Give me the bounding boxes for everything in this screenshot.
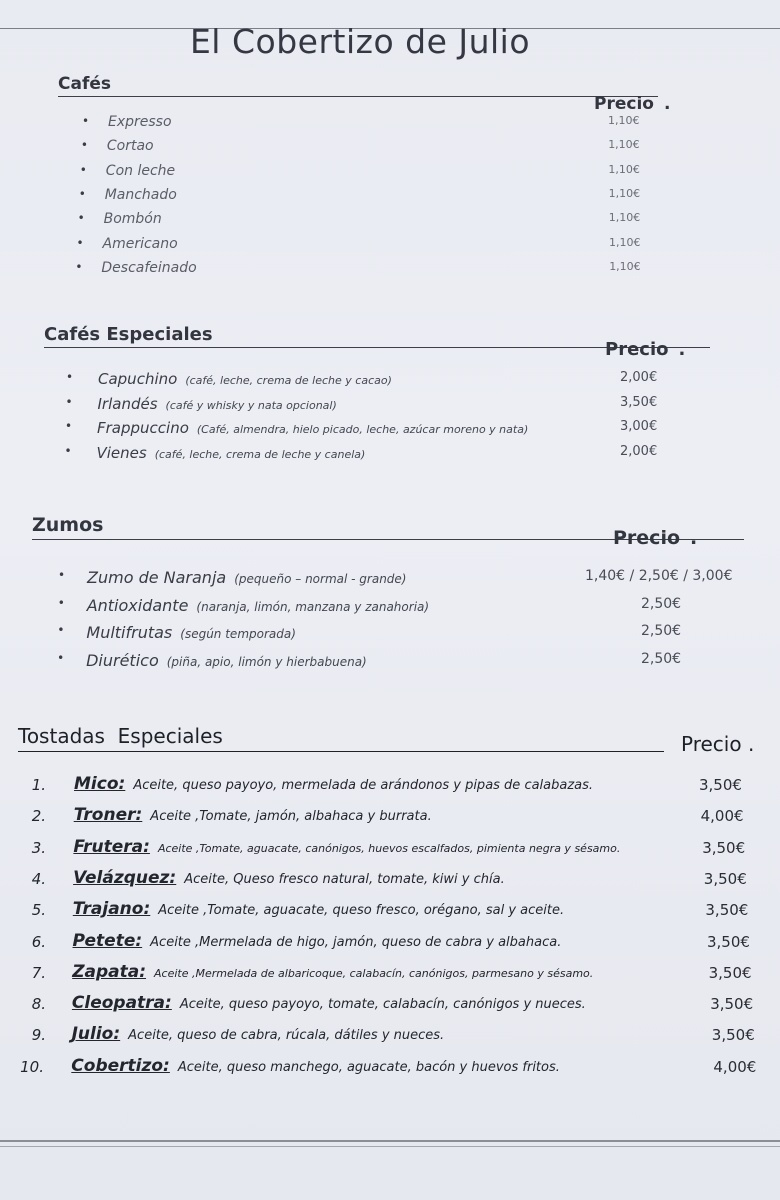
item-description: (pequeño – normal - grande) — [234, 572, 407, 586]
bottom-border-inner — [0, 1146, 780, 1147]
section-cafes-especiales — [44, 324, 724, 494]
list-item — [32, 596, 752, 620]
item-name-text: Cleopatra: — [71, 993, 172, 1014]
item-description: Aceite, queso payoyo, mermelada de arándonos y pipas de calabazas. — [133, 778, 594, 793]
item-name-text: Mico: — [74, 774, 126, 794]
item-name — [73, 837, 620, 857]
item-number: 1. — [31, 776, 46, 794]
list-item — [18, 930, 774, 961]
list-item — [58, 138, 708, 162]
item-price: 1,10€ — [609, 235, 641, 249]
item-name-text: Trajano: — [72, 899, 151, 920]
item-description: Aceite ,Tomate, jamón, albahaca y burrata. — [150, 809, 432, 825]
bullet-icon: • — [65, 419, 73, 433]
bullet-icon: • — [82, 114, 90, 128]
item-price: 3,50€ — [705, 901, 749, 920]
section-title: Tostadas Especiales — [18, 724, 223, 748]
item-price: 2,00€ — [620, 370, 658, 385]
list-item — [58, 211, 708, 235]
item-name — [72, 993, 586, 1013]
price-header: Precio . — [613, 527, 698, 549]
list-item — [58, 163, 708, 187]
price-header: Precio . — [605, 339, 686, 360]
list-item — [44, 419, 724, 443]
item-description: Aceite ,Mermelada de albaricoque, calabacín, canónigos, parmesano y sésamo. — [154, 966, 594, 980]
item-number: 9. — [31, 1026, 46, 1045]
list-item — [58, 187, 708, 211]
item-price: 3,50€ — [711, 1026, 755, 1045]
item-price: 3,50€ — [707, 932, 750, 951]
list-item — [32, 623, 752, 647]
list-item — [58, 114, 708, 138]
bullet-icon: • — [78, 186, 86, 201]
bullet-icon: • — [57, 623, 65, 637]
item-price: 2,50€ — [641, 650, 682, 667]
item-name-text: Julio: — [71, 1024, 121, 1045]
bullet-icon: • — [66, 370, 74, 384]
item-price: 3,50€ — [710, 995, 754, 1014]
item-name: Diurético (piña, apio, limón y hierbabuena) — [86, 650, 367, 670]
item-price: 2,00€ — [620, 443, 658, 459]
item-price: 2,50€ — [641, 623, 682, 639]
item-name: Multifrutas (según temporada) — [86, 623, 296, 642]
list-item — [44, 370, 724, 394]
item-description: Aceite, queso de cabra, rúcala, dátiles y nueces. — [128, 1028, 445, 1044]
item-number: 7. — [31, 963, 46, 982]
item-price: 4,00€ — [713, 1057, 757, 1076]
item-name-text: Zapata: — [72, 961, 147, 982]
section-header — [58, 74, 708, 114]
section-title: Cafés — [58, 74, 111, 94]
item-price: 3,50€ — [702, 838, 746, 857]
item-name — [73, 899, 564, 919]
item-name-text: Cobertizo: — [71, 1055, 170, 1076]
bullet-icon: • — [57, 650, 65, 665]
item-name: Americano — [102, 235, 178, 252]
list-item — [18, 836, 774, 867]
menu-title: El Cobertizo de Julio — [189, 22, 531, 61]
item-description: (café, leche, crema de leche y canela) — [154, 447, 366, 461]
item-name — [73, 931, 562, 951]
item-price: 3,00€ — [620, 419, 658, 434]
section-zumos — [32, 514, 752, 694]
item-description: Aceite ,Tomate, aguacate, queso fresco, orégano, sal y aceite. — [158, 903, 565, 919]
list-item — [58, 236, 708, 260]
item-name — [73, 868, 505, 888]
item-number: 6. — [31, 932, 46, 951]
item-name: Con leche — [105, 162, 176, 179]
section-header — [44, 324, 724, 360]
item-price: 4,00€ — [700, 807, 744, 826]
item-name: Zumo de Naranja (pequeño – normal - grande) — [87, 568, 407, 587]
list-item — [58, 260, 708, 284]
item-price: 1,10€ — [608, 162, 640, 176]
item-price: 3,50€ — [708, 963, 752, 982]
section-rule — [58, 96, 658, 97]
item-name: Cortao — [106, 138, 154, 155]
bullet-icon: • — [65, 394, 73, 409]
item-price: 1,10€ — [609, 259, 641, 273]
bullet-icon: • — [57, 595, 65, 610]
item-description: Aceite, queso payoyo, tomate, calabacín, canónigos y nueces. — [179, 997, 586, 1013]
item-number: 3. — [31, 838, 46, 857]
item-price: 1,10€ — [608, 211, 641, 225]
list-item — [18, 961, 774, 992]
bottom-border — [0, 1140, 780, 1142]
list-item — [18, 901, 774, 929]
list-item — [18, 867, 774, 898]
item-description: (naranja, limón, manzana y zanahoria) — [196, 599, 430, 614]
item-name: Manchado — [104, 186, 177, 203]
item-price: 1,40€ / 2,50€ / 3,00€ — [585, 568, 733, 584]
item-name-text: Petete: — [72, 930, 143, 951]
bullet-icon: • — [76, 235, 84, 250]
item-name — [71, 1056, 560, 1076]
section-rule — [18, 751, 664, 752]
item-name: Frappuccino (Café, almendra, hielo picado, leche, azúcar moreno y nata) — [97, 419, 529, 437]
item-name: Descafeinado — [101, 259, 197, 276]
item-number: 2. — [31, 807, 46, 826]
item-name: Irlandés (café y whisky y nata opcional) — [97, 394, 337, 413]
section-header — [18, 724, 774, 754]
item-price: 3,50€ — [620, 394, 658, 410]
item-name: Antioxidante (naranja, limón, manzana y zanahoria) — [86, 595, 430, 615]
item-number: 10. — [20, 1057, 44, 1076]
item-description: (café, leche, crema de leche y cacao) — [185, 374, 392, 387]
item-description: (piña, apio, limón y hierbabuena) — [166, 654, 367, 669]
bullet-icon: • — [79, 162, 87, 177]
item-name: Vienes (café, leche, crema de leche y canela) — [96, 443, 366, 462]
section-header — [32, 514, 752, 549]
item-price: 1,10€ — [608, 186, 641, 200]
item-description: Aceite, Queso fresco natural, tomate, kiwi y chía. — [184, 871, 505, 887]
section-title: Zumos — [32, 514, 104, 536]
bullet-icon: • — [75, 259, 83, 274]
item-name: Expresso — [108, 114, 172, 130]
bullet-icon: • — [58, 568, 66, 582]
item-price: 1,10€ — [608, 114, 640, 127]
item-name — [74, 805, 432, 825]
section-title: Cafés Especiales — [44, 324, 213, 345]
price-header: Precio . — [681, 732, 755, 756]
item-number: 4. — [31, 869, 46, 888]
list-item — [18, 776, 774, 804]
item-description: (café y whisky y nata opcional) — [165, 398, 337, 412]
item-name — [72, 962, 593, 982]
item-number: 5. — [31, 901, 46, 920]
list-item — [18, 995, 774, 1023]
bullet-icon: • — [77, 211, 85, 226]
item-price: 2,50€ — [641, 595, 682, 612]
list-item — [32, 651, 752, 675]
item-description: Aceite, queso manchego, aguacate, bacón y huevos fritos. — [177, 1059, 560, 1075]
item-price: 1,10€ — [608, 138, 640, 152]
item-description: (según temporada) — [180, 627, 296, 641]
item-name-text: Frutera: — [73, 836, 150, 857]
item-description: Aceite ,Mermelada de higo, jamón, queso de cabra y albahaca. — [150, 934, 562, 950]
list-item — [18, 1055, 774, 1086]
item-name — [74, 774, 593, 794]
list-item — [44, 444, 724, 468]
item-price: 3,50€ — [699, 776, 742, 794]
list-item — [32, 568, 752, 592]
item-name-text: Velázquez: — [73, 867, 177, 888]
bullet-icon: • — [64, 443, 72, 458]
item-name: Capuchino (café, leche, crema de leche y cacao) — [98, 370, 392, 388]
section-tostadas — [18, 724, 774, 1114]
list-item — [18, 807, 774, 835]
item-name-text: Troner: — [73, 805, 143, 826]
price-header: Precio . — [594, 94, 671, 114]
item-name: Bombón — [103, 211, 162, 228]
bullet-icon: • — [80, 138, 88, 153]
section-cafes — [58, 74, 708, 304]
item-name — [72, 1024, 445, 1044]
item-description: (Café, almendra, hielo picado, leche, azúcar moreno y nata) — [196, 423, 529, 436]
item-description: Aceite ,Tomate, aguacate, canónigos, huevos escalfados, pimienta negra y sésamo. — [157, 841, 621, 855]
list-item — [44, 395, 724, 419]
item-price: 3,50€ — [703, 869, 747, 888]
list-item — [18, 1026, 774, 1054]
item-number: 8. — [31, 995, 46, 1014]
